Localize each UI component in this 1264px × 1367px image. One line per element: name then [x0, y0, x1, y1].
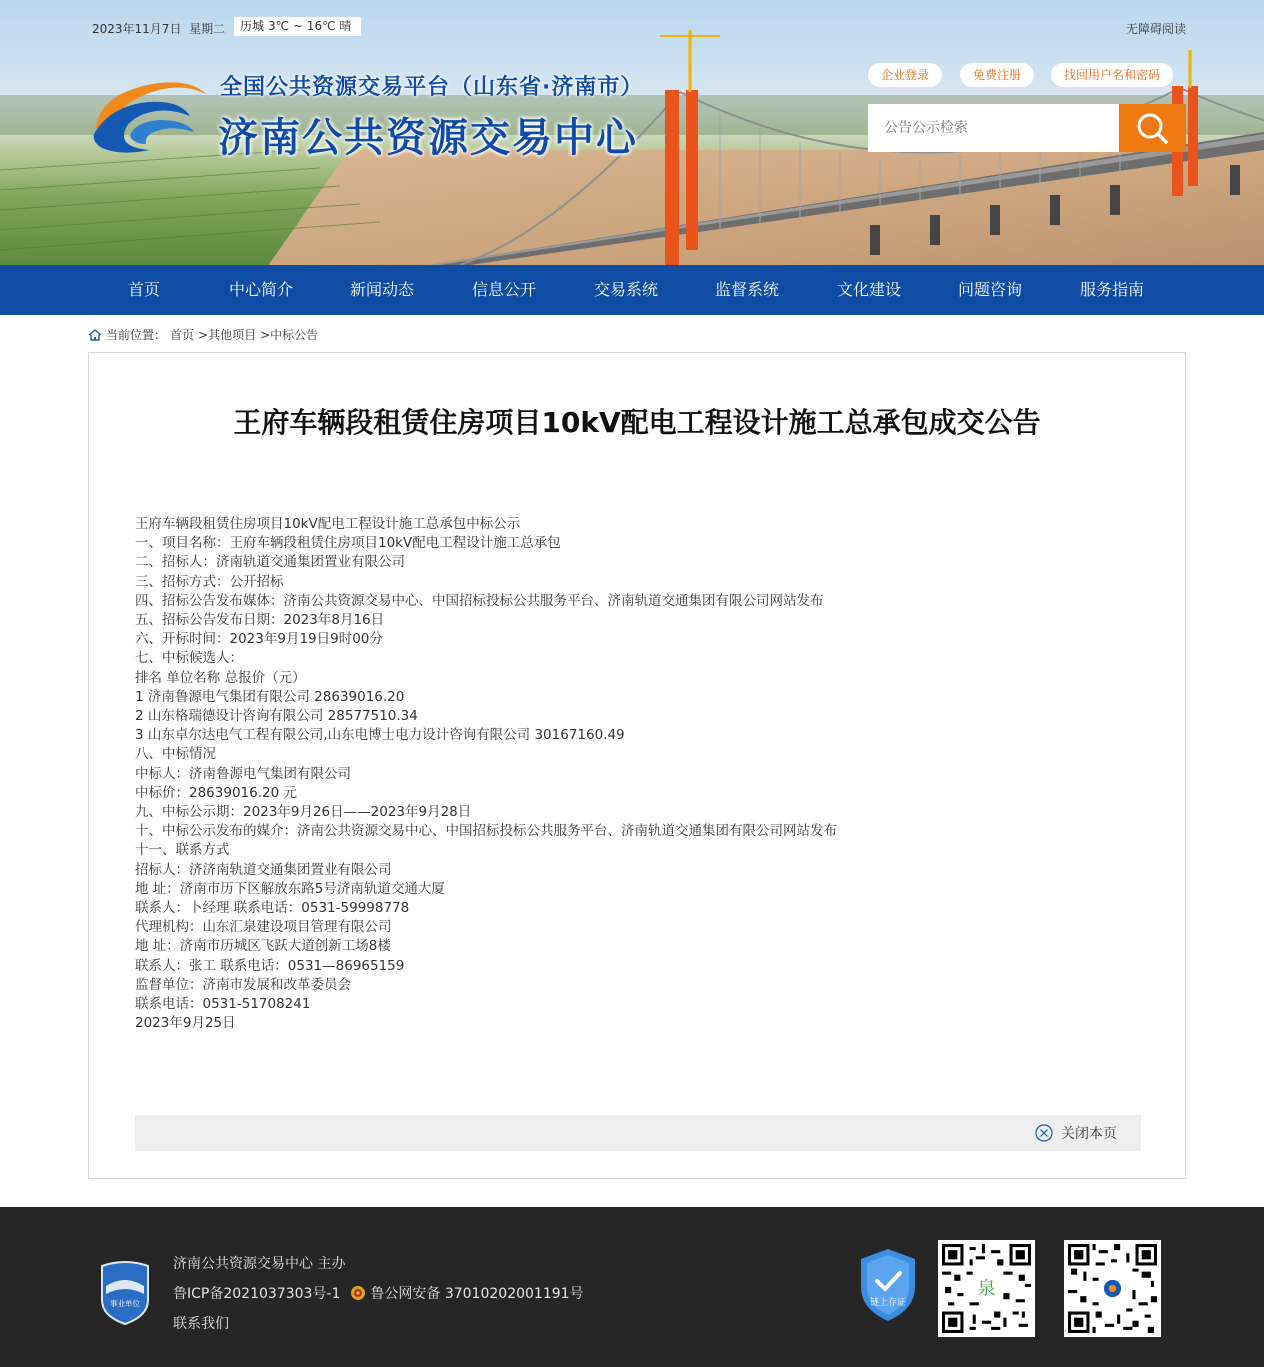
public-institution-badge-icon[interactable] — [98, 1260, 152, 1326]
header-banner — [0, 0, 1264, 265]
nav-about[interactable]: 中心简介 — [229, 280, 294, 299]
article-line: 联系电话：0531-51708241 — [135, 996, 311, 1013]
article-line: 六、开标时间：2023年9月19日9时00分 — [135, 631, 383, 648]
current-date: 2023年11月7日 星期二 — [92, 22, 226, 36]
qr-code-icon — [1068, 1244, 1157, 1333]
weather-widget — [234, 17, 361, 36]
article-line: 七、中标候选人： — [135, 650, 243, 667]
home-icon — [88, 328, 102, 342]
police-emblem-icon — [350, 1285, 366, 1301]
site-title: 济南公共资源交易中心 — [218, 115, 638, 161]
breadcrumb-label: 当前位置： — [106, 328, 167, 342]
article-line: 监督单位：济南市发展和改革委员会 — [135, 976, 351, 993]
article-line: 一、项目名称：王府车辆段租赁住房项目10kV配电工程设计施工总承包 — [135, 535, 561, 552]
footer-records — [173, 1283, 584, 1303]
article-line: 四、招标公告发布媒体：济南公共资源交易中心、中国招标投标公共服务平台、济南轨道交通集团有限公司网站发布 — [135, 592, 824, 609]
police-record-link[interactable]: 鲁公网安备 37010202001191号 — [370, 1286, 584, 1302]
qr-code-app — [1064, 1240, 1161, 1337]
recover-account-button[interactable]: 找回用户名和密码 — [1051, 63, 1173, 87]
article-line: 排名 单位名称 总报价（元） — [135, 669, 306, 686]
footer — [0, 1207, 1264, 1367]
article-line: 联系人：卜经理 联系电话：0531-59998778 — [135, 900, 410, 917]
article-line: 王府车辆段租赁住房项目10kV配电工程设计施工总承包中标公示 — [135, 516, 521, 532]
close-page-button[interactable] — [1035, 1115, 1117, 1151]
article-line: 十、中标公示发布的媒介：济南公共资源交易中心、中国招标投标公共服务平台、济南轨道交通集团有限公司网站发布 — [135, 823, 837, 840]
enterprise-login-button[interactable]: 企业登录 — [868, 63, 942, 87]
site-logo — [90, 76, 210, 156]
article-line: 联系人：张工 联系电话：0531—86965159 — [135, 957, 405, 974]
article-line: 八、中标情况 — [135, 746, 216, 763]
article-body — [135, 515, 1135, 1033]
site-subtitle: 全国公共资源交易平台（山东省·济南市） — [220, 75, 644, 100]
breadcrumb-other-projects[interactable]: >其他项目 — [198, 328, 257, 342]
nav-home[interactable]: 首页 — [128, 280, 161, 299]
nav-culture[interactable]: 文化建设 — [837, 280, 902, 299]
contact-us-link[interactable]: 联系我们 — [173, 1316, 229, 1332]
search-input[interactable] — [868, 104, 1120, 152]
qr-code-icon — [942, 1244, 1031, 1333]
nav-news[interactable]: 新闻动态 — [350, 280, 415, 299]
article-line: 代理机构：山东汇泉建设项目管理有限公司 — [135, 919, 392, 936]
close-circle-icon — [1035, 1124, 1053, 1142]
nav-service-guide[interactable]: 服务指南 — [1080, 280, 1145, 299]
close-bar — [135, 1115, 1141, 1151]
main-nav — [0, 265, 1264, 315]
nav-info-disclosure[interactable]: 信息公开 — [472, 280, 537, 299]
article-line: 九、中标公示期：2023年9月26日——2023年9月28日 — [135, 804, 472, 821]
search-box — [868, 104, 1120, 152]
weather-text: 3℃ ~ 16℃ 晴 — [268, 19, 352, 33]
article-line: 三、招标方式：公开招标 — [135, 573, 284, 590]
badge-text: 事业单位 — [110, 1299, 140, 1308]
article-line: 2023年9月25日 — [135, 1015, 236, 1032]
breadcrumb-home[interactable]: 首页 — [170, 328, 195, 342]
breadcrumb-award-notice[interactable]: >中标公告 — [260, 328, 319, 342]
article-line: 1 济南鲁源电气集团有限公司 28639016.20 — [135, 688, 405, 705]
qr-code-wechat — [938, 1240, 1035, 1337]
article-line: 五、招标公告发布日期：2023年8月16日 — [135, 612, 385, 629]
article-line: 中标价：28639016.20 元 — [135, 784, 297, 801]
search-button[interactable] — [1119, 104, 1186, 152]
shield-text: 链上存证 — [869, 1298, 907, 1308]
article-line: 3 山东卓尔达电气工程有限公司,山东电博士电力设计咨询有限公司 30167160.49 — [135, 727, 625, 744]
article-panel — [88, 352, 1186, 1179]
footer-host: 济南公共资源交易中心 主办 — [173, 1256, 346, 1272]
breadcrumb — [88, 326, 322, 343]
icp-record-link[interactable]: 鲁ICP备2021037303号-1 — [173, 1286, 341, 1302]
article-line: 2 山东格瑞德设计咨询有限公司 28577510.34 — [135, 708, 418, 725]
article-line: 地 址：济南市历下区解放东路5号济南轨道交通大厦 — [135, 880, 445, 897]
close-page-label: 关闭本页 — [1061, 1126, 1117, 1142]
weather-city: 历城 — [240, 19, 265, 33]
svg-text:泉: 泉 — [977, 1278, 996, 1300]
nav-consultation[interactable]: 问题咨询 — [958, 280, 1023, 299]
article-line: 地 址：济南市历城区飞跃大道创新工场8楼 — [135, 938, 391, 955]
nav-supervision-system[interactable]: 监督系统 — [715, 280, 780, 299]
article-title: 王府车辆段租赁住房项目10kV配电工程设计施工总承包成交公告 — [233, 406, 1041, 439]
nav-trading-system[interactable]: 交易系统 — [594, 280, 659, 299]
article-line: 十一、联系方式 — [135, 842, 230, 859]
accessibility-link[interactable]: 无障碍阅读 — [1125, 22, 1186, 36]
search-icon — [1119, 104, 1186, 152]
free-register-button[interactable]: 免费注册 — [960, 63, 1034, 87]
article-line: 招标人：济济南轨道交通集团置业有限公司 — [135, 861, 392, 878]
article-line: 中标人：济南鲁源电气集团有限公司 — [135, 765, 351, 782]
blockchain-certificate-icon[interactable] — [857, 1247, 919, 1323]
article-line: 二、招标人：济南轨道交通集团置业有限公司 — [135, 554, 405, 571]
